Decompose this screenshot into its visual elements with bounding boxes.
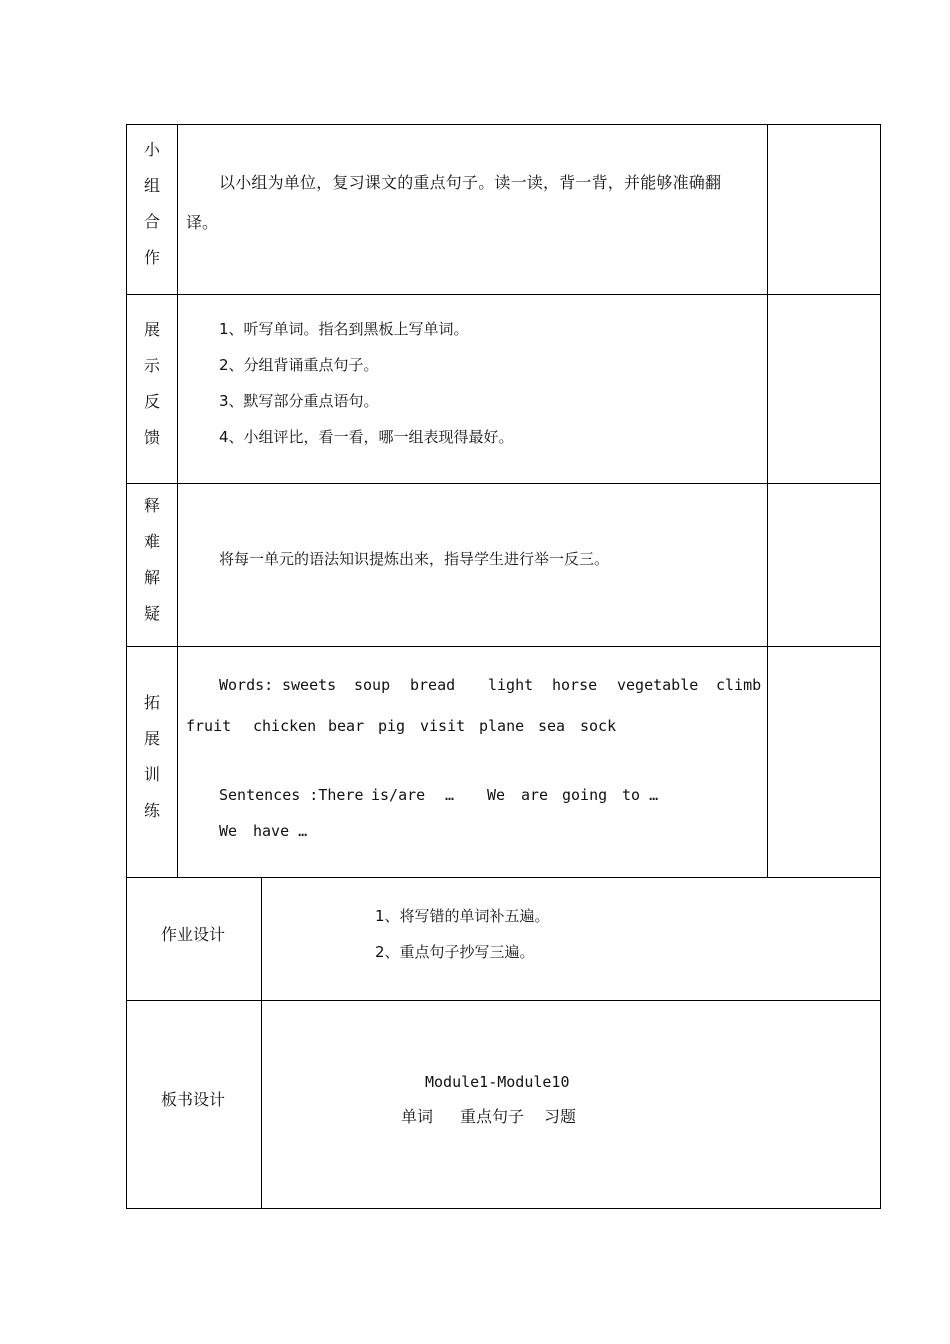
sentences-line-2 — [0, 822, 950, 840]
label-char: 拓 — [143, 693, 160, 712]
board-subtitle-key-sentences: 重点句子 — [460, 1107, 525, 1126]
sentence-part: are — [521, 786, 549, 804]
word: Words: — [219, 676, 274, 694]
presentation-item-1: 1、听写单词。指名到黑板上写单词。 — [219, 320, 469, 338]
word: pig — [378, 717, 406, 735]
row-label-extension — [127, 685, 177, 829]
label-char: 展 — [143, 729, 160, 748]
label-char: 训 — [143, 765, 160, 784]
word: climb — [716, 676, 762, 694]
column-divider — [261, 877, 262, 1209]
board-subtitle-exercises: 习题 — [544, 1107, 577, 1126]
sentence-part: We — [219, 822, 238, 840]
word: visit — [420, 717, 466, 735]
board-title: Module1-Module10 — [425, 1073, 570, 1091]
table-border-bottom — [126, 1208, 881, 1209]
sentence-part: have … — [253, 822, 308, 840]
label-char: 组 — [143, 176, 160, 195]
presentation-item-3: 3、默写部分重点语句。 — [219, 392, 379, 410]
label-char: 示 — [143, 356, 160, 375]
sentence-part: … — [445, 786, 455, 804]
row-label-homework: 作业设计 — [161, 925, 226, 944]
word: light — [488, 676, 534, 694]
word: sock — [580, 717, 617, 735]
word: sea — [538, 717, 566, 735]
row-label-difficulty — [127, 488, 177, 632]
label-char: 合 — [143, 212, 160, 231]
label-char: 馈 — [143, 428, 160, 447]
column-divider — [177, 124, 178, 878]
sentence-part: going — [562, 786, 608, 804]
sentence-part: Sentences :There — [219, 786, 364, 804]
label-char: 小 — [143, 140, 160, 159]
group-work-text-line2: 译。 — [186, 213, 219, 232]
row-label-board-design: 板书设计 — [161, 1090, 226, 1109]
label-char: 释 — [143, 496, 160, 515]
sentence-part: is/are — [371, 786, 426, 804]
words-line-2 — [0, 717, 950, 735]
label-char: 反 — [143, 392, 160, 411]
label-char: 解 — [143, 568, 160, 587]
column-divider — [767, 124, 768, 878]
label-char: 疑 — [143, 604, 160, 623]
row-divider — [126, 1000, 881, 1001]
label-char: 难 — [143, 532, 160, 551]
word: sweets — [282, 676, 337, 694]
label-char: 作 — [143, 248, 160, 267]
word: chicken — [253, 717, 317, 735]
word: bear — [328, 717, 365, 735]
label-char: 展 — [143, 320, 160, 339]
difficulty-text: 将每一单元的语法知识提炼出来，指导学生进行举一反三。 — [219, 550, 610, 568]
word: soup — [354, 676, 391, 694]
board-subtitle-words: 单词 — [401, 1107, 434, 1126]
word: fruit — [186, 717, 232, 735]
sentences-line-1 — [0, 786, 950, 804]
sentence-part: We — [487, 786, 506, 804]
words-line-1 — [0, 676, 950, 694]
group-work-text-line1: 以小组为单位，复习课文的重点句子。读一读，背一背，并能够准确翻 — [219, 173, 722, 192]
presentation-item-4: 4、小组评比，看一看，哪一组表现得最好。 — [219, 428, 514, 446]
presentation-item-2: 2、分组背诵重点句子。 — [219, 356, 379, 374]
label-char: 练 — [143, 801, 160, 820]
word: vegetable — [617, 676, 699, 694]
word: bread — [410, 676, 456, 694]
homework-item-1: 1、将写错的单词补五遍。 — [375, 907, 550, 925]
sentence-part: to … — [622, 786, 659, 804]
word: horse — [552, 676, 598, 694]
table-border-right — [880, 124, 881, 1209]
homework-item-2: 2、重点句子抄写三遍。 — [375, 943, 535, 961]
table-border-left — [126, 124, 127, 1209]
row-label-group-work — [127, 132, 177, 276]
row-label-presentation — [127, 312, 177, 456]
word: plane — [479, 717, 525, 735]
